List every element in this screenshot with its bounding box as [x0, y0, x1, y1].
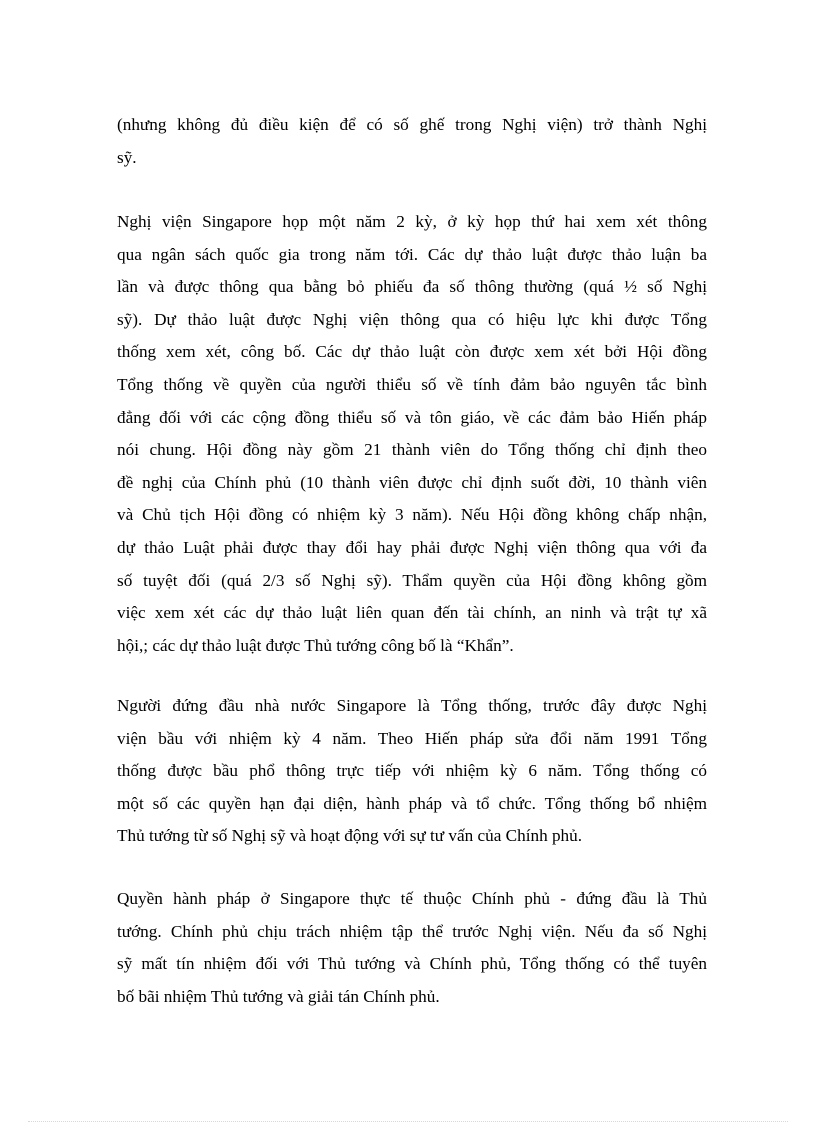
paragraph-line: Người đứng đầu nhà nước Singapore là Tổng thống, trước đây được Nghị	[117, 696, 707, 715]
paragraph-line: việc xem xét các dự thảo luật liên quan đến tài chính, an ninh và trật tự xã	[117, 603, 707, 623]
paragraph-line: thống được bầu phổ thông trực tiếp với nhiệm kỳ 6 năm. Tổng thống có	[117, 761, 707, 781]
page-bottom-divider	[28, 1121, 788, 1122]
paragraph-line: sỹ.	[117, 147, 137, 167]
paragraph-line: sỹ). Dự thảo luật được Nghị viện thông qua có hiệu lực khi được Tổng	[117, 309, 707, 329]
paragraph-line: bố bãi nhiệm Thủ tướng và giải tán Chính phủ.	[117, 986, 440, 1006]
paragraph-line: (nhưng không đủ điều kiện để có số ghế trong Nghị viện) trở thành Nghị	[117, 115, 707, 134]
paragraph-2	[117, 206, 707, 662]
paragraph-line: Quyền hành pháp ở Singapore thực tế thuộc Chính phủ - đứng đầu là Thủ	[117, 889, 707, 908]
paragraph-line: và Chủ tịch Hội đồng có nhiệm kỳ 3 năm). Nếu Hội đồng không chấp nhận,	[117, 505, 707, 525]
paragraph-line: lần và được thông qua bằng bỏ phiếu đa số thông thường (quá ½ số Nghị	[117, 277, 707, 297]
paragraph-line: tướng. Chính phủ chịu trách nhiệm tập thể trước Nghị viện. Nếu đa số Nghị	[117, 921, 707, 941]
paragraph-line: Tổng thống về quyền của người thiểu số về tính đảm bảo nguyên tắc bình	[117, 374, 707, 394]
paragraph-line: một số các quyền hạn đại diện, hành pháp và tổ chức. Tổng thống bổ nhiệm	[117, 793, 707, 813]
paragraph-line: qua ngân sách quốc gia trong năm tới. Các dự thảo luật được thảo luận ba	[117, 244, 707, 264]
paragraph-4	[117, 883, 707, 1013]
paragraph-line: dự thảo Luật phải được thay đổi hay phải được Nghị viện thông qua với đa	[117, 537, 707, 557]
paragraph-line: Thủ tướng từ số Nghị sỹ và hoạt động với sự tư vấn của Chính phủ.	[117, 826, 583, 846]
paragraph-line: viện bầu với nhiệm kỳ 4 năm. Theo Hiến pháp sửa đổi năm 1991 Tổng	[117, 728, 707, 748]
paragraph-1	[117, 109, 707, 174]
paragraph-line: số tuyệt đối (quá 2/3 số Nghị sỹ). Thẩm quyền của Hội đồng không gồm	[117, 570, 707, 590]
paragraph-line: thống xem xét, công bố. Các dự thảo luật còn được xem xét bởi Hội đồng	[117, 342, 707, 362]
paragraph-line: đẳng đối với các cộng đồng thiểu số và tôn giáo, về các đảm bảo Hiến pháp	[117, 407, 707, 427]
paragraph-3	[117, 690, 707, 853]
paragraph-line: nói chung. Hội đồng này gồm 21 thành viên do Tổng thống chỉ định theo	[117, 440, 707, 460]
paragraph-line: đề nghị của Chính phủ (10 thành viên được chỉ định suốt đời, 10 thành viên	[117, 472, 707, 492]
paragraph-line: Nghị viện Singapore họp một năm 2 kỳ, ở kỳ họp thứ hai xem xét thông	[117, 212, 707, 231]
paragraph-line: sỹ mất tín nhiệm đối với Thủ tướng và Chính phủ, Tổng thống có thể tuyên	[117, 954, 707, 974]
paragraph-line: hội,; các dự thảo luật được Thủ tướng công bố là “Khẩn”.	[117, 635, 514, 655]
